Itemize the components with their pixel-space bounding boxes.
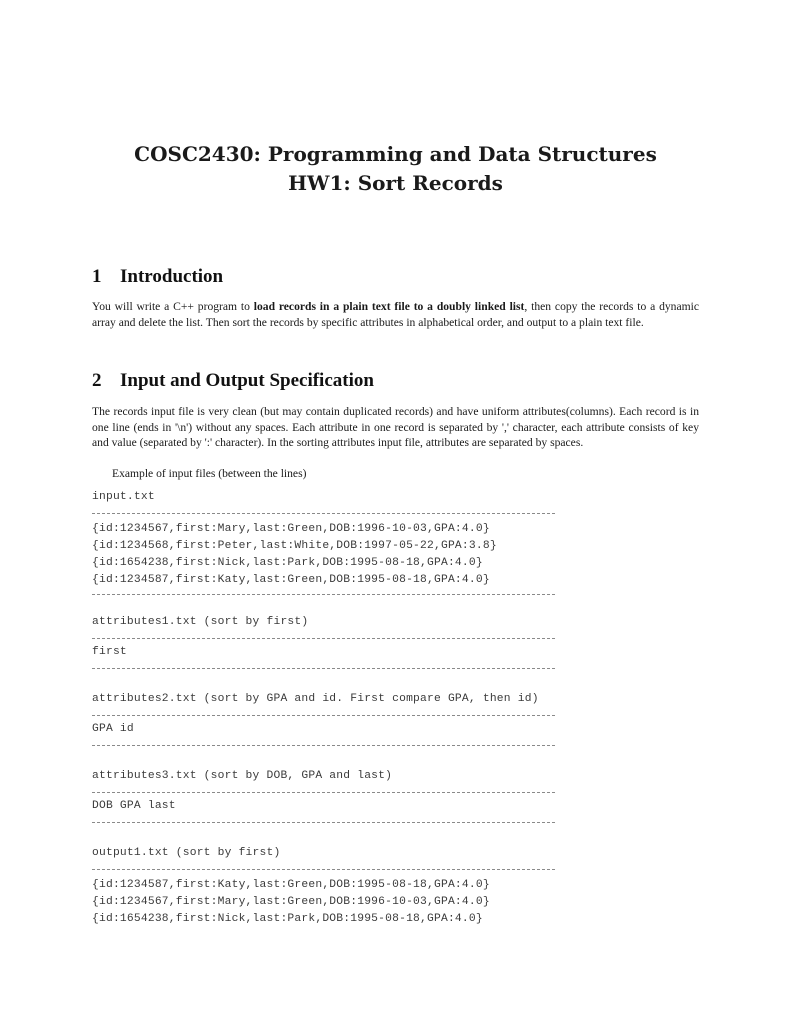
attributes2-label: attributes2.txt (sort by GPA and id. First compare GPA, then id) — [92, 693, 539, 705]
divider — [92, 715, 555, 716]
input-record: {id:1234567,first:Mary,last:Green,DOB:1996-10-03,GPA:4.0} — [92, 523, 490, 535]
document-subtitle: HW1: Sort Records — [288, 171, 503, 195]
input-record: {id:1234568,first:Peter,last:White,DOB:1997-05-22,GPA:3.8} — [92, 540, 497, 552]
attributes1-label: attributes1.txt (sort by first) — [92, 616, 309, 628]
examples-intro: Example of input files (between the lines) — [112, 467, 307, 480]
input-record: {id:1234587,first:Katy,last:Green,DOB:1995-08-18,GPA:4.0} — [92, 574, 490, 586]
io-spec-paragraph: The records input file is very clean (but may contain duplicated records) and have uniform attributes(columns). Each record is in one line (ends in '\n') without any spaces. Each attribute in one record is separated by ',' character, each attribute consists of key and value (separated by ':' character). In the sorting attributes input file, attributes are separated by spaces. — [92, 405, 699, 449]
divider — [92, 822, 555, 823]
input-file-label: input.txt — [92, 491, 155, 503]
section-number: 1 — [92, 266, 102, 287]
output1-label: output1.txt (sort by first) — [92, 847, 281, 859]
attributes1-content: first — [92, 646, 127, 658]
attributes2-content: GPA id — [92, 723, 134, 735]
introduction-paragraph — [92, 299, 699, 330]
section-heading-io-spec — [92, 370, 374, 392]
input-record: {id:1654238,first:Nick,last:Park,DOB:1995-08-18,GPA:4.0} — [92, 557, 483, 569]
attributes3-content: DOB GPA last — [92, 800, 176, 812]
divider — [92, 594, 555, 595]
output-record: {id:1654238,first:Nick,last:Park,DOB:1995-08-18,GPA:4.0} — [92, 913, 483, 925]
intro-text-part: You will write a C++ program to — [92, 300, 254, 313]
divider — [92, 668, 555, 669]
divider — [92, 792, 555, 793]
output-record: {id:1234567,first:Mary,last:Green,DOB:1996-10-03,GPA:4.0} — [92, 896, 490, 908]
section-title: Introduction — [120, 266, 224, 287]
divider — [92, 513, 555, 514]
section-title: Input and Output Specification — [120, 370, 374, 391]
divider — [92, 638, 555, 639]
intro-text-part: , then copy the records to a dynamic array and delete the list. Then sort the records by specific attributes in alphabetical order, and output to a plain text file. — [92, 300, 699, 329]
document-title: COSC2430: Programming and Data Structures — [134, 142, 657, 166]
intro-bold-text: load records in a plain text file to a doubly linked list — [253, 300, 525, 313]
section-number: 2 — [92, 370, 102, 391]
divider — [92, 745, 555, 746]
attributes3-label: attributes3.txt (sort by DOB, GPA and last) — [92, 770, 393, 782]
divider — [92, 869, 555, 870]
section-heading-introduction — [92, 266, 223, 288]
output-record: {id:1234587,first:Katy,last:Green,DOB:1995-08-18,GPA:4.0} — [92, 879, 490, 891]
